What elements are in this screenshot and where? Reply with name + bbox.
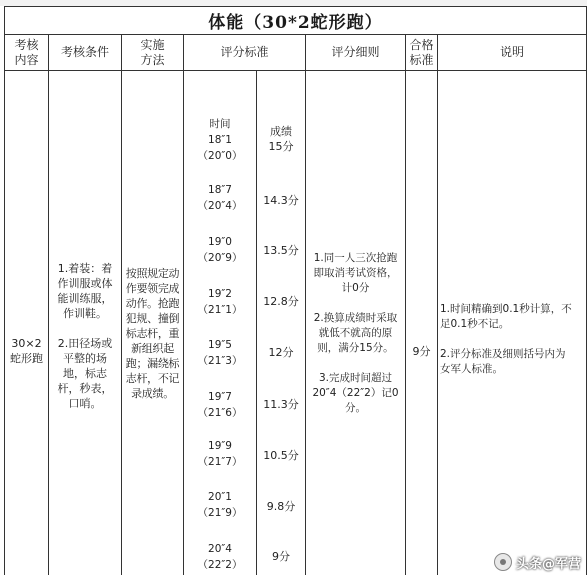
camera-icon: [494, 553, 512, 571]
header-conditions: 考核条件: [60, 45, 109, 59]
col-divider: [4, 34, 5, 575]
header-pass: 合格 标准: [409, 37, 434, 67]
content-cell: 30×2 蛇形跑: [10, 337, 43, 365]
standard-time: 20″1 （21″9）: [197, 491, 243, 519]
watermark-text: 头条@军营: [515, 556, 581, 572]
standard-score: 9.8分: [266, 500, 296, 513]
pass-cell: 9分: [412, 345, 431, 358]
method-cell: 按照规定动 作要领完成 动作。抢跑 犯规、撞倒 标志杆，重 新组织起 跑；漏绕标 志杆，不记 录成绩。: [125, 267, 180, 400]
standard-score: 10.5分: [263, 449, 299, 462]
table-title: 体能（30*2蛇形跑）: [4, 6, 587, 34]
header-method: 实施 方法: [140, 37, 165, 67]
standard-score: 12.8分: [263, 295, 299, 308]
watermark: [494, 551, 581, 573]
row-divider: [4, 70, 587, 71]
col-divider: [48, 34, 49, 575]
col-divider: [437, 34, 438, 575]
header-standard: 评分标准: [220, 45, 269, 59]
standard-time: 19″5 （21″3）: [197, 339, 243, 367]
standard-time: 时间 18″1 （20″0）: [197, 118, 243, 162]
header-rules: 评分细则: [331, 45, 380, 59]
rules-cell: 1.同一人三次抢跑 即取消考试资格， 计0分 2.换算成绩时采取 就低不就高的原 则，满分15分。 3.完成时间超过 20″4（22″2）记0 分。: [312, 252, 399, 414]
standard-score: 12分: [268, 346, 294, 359]
notes-cell: 1.时间精确到0.1秒计算，不 足0.1秒不记。 2.评分标准及细则括号内为 女军人标准。: [440, 303, 572, 375]
standard-time: 19″7 （21″6）: [197, 391, 243, 419]
standard-score: 9分: [272, 550, 290, 563]
standard-time: 19″0 （20″9）: [197, 236, 243, 264]
standard-score: 成绩 15分: [268, 125, 294, 153]
standard-time: 19″2 （21″1）: [197, 288, 243, 316]
conditions-cell: 1.着装：着 作训服或体 能训练服， 作训鞋。 2.田径场或 平整的场 地，标志 杆，秒表， 口哨。: [57, 262, 113, 410]
standard-time: 19″9 （21″7）: [197, 440, 243, 468]
standard-score: 11.3分: [263, 398, 299, 411]
header-notes: 说明: [499, 45, 524, 59]
standard-score: 14.3分: [263, 194, 299, 207]
col-divider: [405, 34, 406, 575]
header-content: 考核 内容: [14, 37, 39, 67]
standard-time: 18″7 （20″4）: [197, 184, 243, 212]
standard-score: 13.5分: [263, 244, 299, 257]
standard-time: 20″4 （22″2）: [197, 543, 243, 571]
